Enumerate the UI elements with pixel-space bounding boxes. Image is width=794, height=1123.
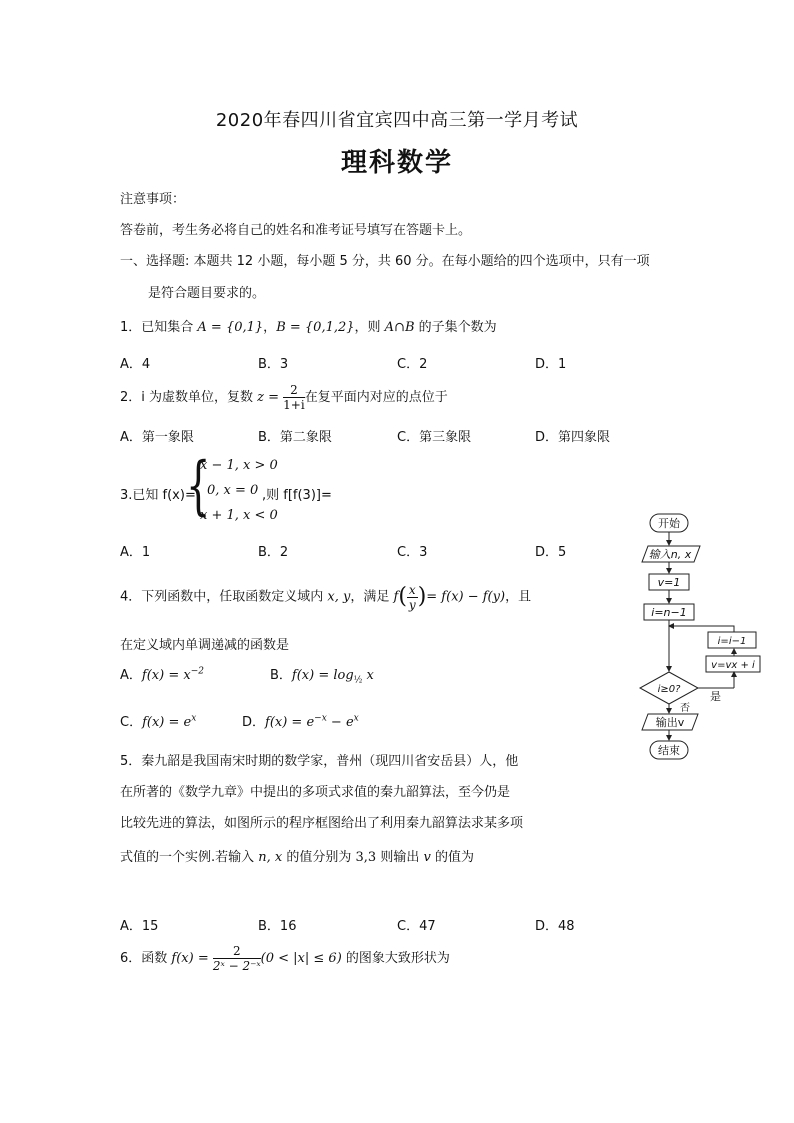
q1-sep: ， xyxy=(263,320,277,335)
q4-option-d-sup-2: x xyxy=(353,713,359,724)
flow-yes-label: 是 xyxy=(710,690,721,703)
flow-init-v-label: v=1 xyxy=(657,576,681,589)
question-1 xyxy=(120,316,497,335)
q3-brace: { xyxy=(186,449,211,523)
q5-line-4-b: 的值分别为 xyxy=(282,850,356,865)
q5-line-4-c: 则输出 xyxy=(376,850,424,865)
flow-update-v-label: v=vx + i xyxy=(711,660,755,671)
q1-prefix: 1．已知集合 xyxy=(120,320,198,335)
q5-line-1: 5．秦九韶是我国南宋时期的数学家，普州（现四川省安岳县）人，他 xyxy=(120,754,519,769)
q4-option-b-label: B． xyxy=(270,668,292,683)
flow-decision-label: i≥0? xyxy=(657,684,681,695)
q1-option-d: D．1 xyxy=(535,357,567,372)
q2-fraction xyxy=(283,383,305,412)
q3-option-c: C．3 xyxy=(397,545,428,560)
q5-option-c: C．47 xyxy=(397,919,436,934)
q5-values: 3,3 xyxy=(355,850,377,865)
q2-option-c: C．第三象限 xyxy=(397,430,472,445)
q4-vars: x, y xyxy=(327,589,351,605)
section-heading-cont: 是符合题目要求的。 xyxy=(148,286,266,301)
q2-numerator: 2 xyxy=(283,383,305,398)
q5-line-2: 在所著的《数学九章》中提出的多项式求值的秦九韶算法，至今仍是 xyxy=(120,785,511,800)
q4-numerator: x xyxy=(408,582,416,597)
q4-option-d xyxy=(242,711,359,730)
q4-option-d-rest: − e xyxy=(326,715,354,730)
q4-option-a-expr: f(x) = x xyxy=(141,668,191,683)
q5-option-b: B．16 xyxy=(258,919,297,934)
q1-option-c: C．2 xyxy=(397,357,428,372)
q4-f: f xyxy=(393,589,399,605)
flow-update-i-label: i=i−1 xyxy=(717,636,747,647)
q5-line-3: 比较先进的算法，如图所示的程序框图给出了利用秦九韶算法求某多项 xyxy=(120,816,524,831)
q4-option-c-sup: x xyxy=(191,713,197,724)
q2-option-d: D．第四象限 xyxy=(535,430,611,445)
q6-lhs: f(x) = xyxy=(171,951,209,966)
q4-fraction xyxy=(407,583,418,612)
q5-v: v xyxy=(423,850,431,865)
q5-option-a: A．15 xyxy=(120,919,159,934)
subject-title: 理科数学 xyxy=(340,148,453,178)
q4-option-c xyxy=(120,711,196,730)
q4-option-b-arg: x xyxy=(362,668,374,683)
question-6 xyxy=(120,940,450,978)
q3-suffix: ,则 f[f(3)]= xyxy=(262,488,332,503)
q2-denominator: 1+i xyxy=(283,398,305,412)
q4-option-a-label: A． xyxy=(120,668,142,683)
q1-set-a: A = {0,1} xyxy=(197,320,264,335)
q3-option-b: B．2 xyxy=(258,545,289,560)
section-heading: 一、选择题: 本题共 12 小题，每小题 5 分，共 60 分。在每小题给的四个选项中，只有一项 xyxy=(120,254,650,269)
q3-case-3: x + 1, x < 0 xyxy=(200,508,278,523)
q3-prefix: 3.已知 f(x)= xyxy=(120,488,196,503)
q4-option-d-sup: −x xyxy=(314,713,327,724)
flow-output-label: 输出v xyxy=(655,716,685,729)
q2-prefix: 2．i 为虚数单位，复数 xyxy=(120,390,258,405)
q1-expr: A∩B xyxy=(384,320,415,335)
q4-prefix: 4．下列函数中，任取函数定义域内 xyxy=(120,589,328,605)
q4-option-b-expr: f(x) = log xyxy=(291,668,354,683)
q4-rparen: ) xyxy=(417,584,427,609)
q4-lparen: ( xyxy=(398,584,407,609)
q5-line-4-d: 的值为 xyxy=(430,850,474,865)
question-2 xyxy=(120,380,448,416)
q1-option-a: A．4 xyxy=(120,357,151,372)
q4-rhs: = f(x) − f(y) xyxy=(426,589,506,605)
q5-line-4 xyxy=(120,846,474,865)
q4-option-b-sub: ½ xyxy=(353,675,363,686)
q4-option-b xyxy=(270,664,374,686)
flowchart xyxy=(630,508,770,764)
flow-init-i-label: i=n−1 xyxy=(651,606,687,619)
flow-input-label: 输入n, x xyxy=(648,548,692,561)
q3-option-d: D．5 xyxy=(535,545,567,560)
q3-case-2: 0, x = 0 xyxy=(207,483,259,498)
q1-set-b: B = {0,1,2} xyxy=(276,320,355,335)
exam-title: 2020年春四川省宜宾四中高三第一学月考试 xyxy=(215,110,579,131)
q6-fraction xyxy=(213,944,261,973)
q4-option-d-expr: f(x) = e xyxy=(265,715,315,730)
flow-no-label: 否 xyxy=(680,703,690,714)
q4-suffix: ，且 xyxy=(505,589,532,605)
q1-mid: ，则 xyxy=(354,320,385,335)
q4-option-c-label: C． xyxy=(120,715,143,730)
question-4 xyxy=(120,578,531,617)
q4-option-d-label: D． xyxy=(242,715,266,730)
q5-vars: n, x xyxy=(258,850,283,865)
q2-suffix: 在复平面内对应的点位于 xyxy=(304,390,448,405)
q4-line-2: 在定义域内单调递减的函数是 xyxy=(120,638,290,653)
q3-case-1: x − 1, x > 0 xyxy=(200,458,278,473)
flow-loop-back xyxy=(669,626,734,632)
q3-option-a: A．1 xyxy=(120,545,151,560)
q6-numerator: 2 xyxy=(213,944,261,959)
q4-mid: ，满足 xyxy=(350,589,394,605)
q5-option-d: D．48 xyxy=(535,919,575,934)
q2-option-b: B．第二象限 xyxy=(258,430,332,445)
q2-lhs: z = xyxy=(257,390,280,405)
q4-option-a-sup: −2 xyxy=(190,666,204,677)
q4-option-c-expr: f(x) = e xyxy=(142,715,192,730)
notice-heading: 注意事项： xyxy=(120,192,186,207)
q6-prefix: 6．函数 xyxy=(120,951,172,966)
q2-option-a: A．第一象限 xyxy=(120,430,194,445)
flow-end-label: 结束 xyxy=(658,744,680,757)
q4-denominator: y xyxy=(408,597,416,612)
notice-line: 答卷前，考生务必将自己的姓名和准考证号填写在答题卡上。 xyxy=(120,223,472,238)
q6-denominator: 2ˣ − 2⁻ˣ xyxy=(212,959,261,973)
q4-option-a xyxy=(120,664,204,683)
q5-line-4-a: 式值的一个实例.若输入 xyxy=(120,850,259,865)
flow-start-label: 开始 xyxy=(658,517,680,530)
q1-option-b: B．3 xyxy=(258,357,289,372)
q6-domain: (0 < |x| ≤ 6) xyxy=(260,951,342,966)
q6-suffix: 的图象大致形状为 xyxy=(341,951,450,966)
q1-suffix: 的子集个数为 xyxy=(414,320,497,335)
